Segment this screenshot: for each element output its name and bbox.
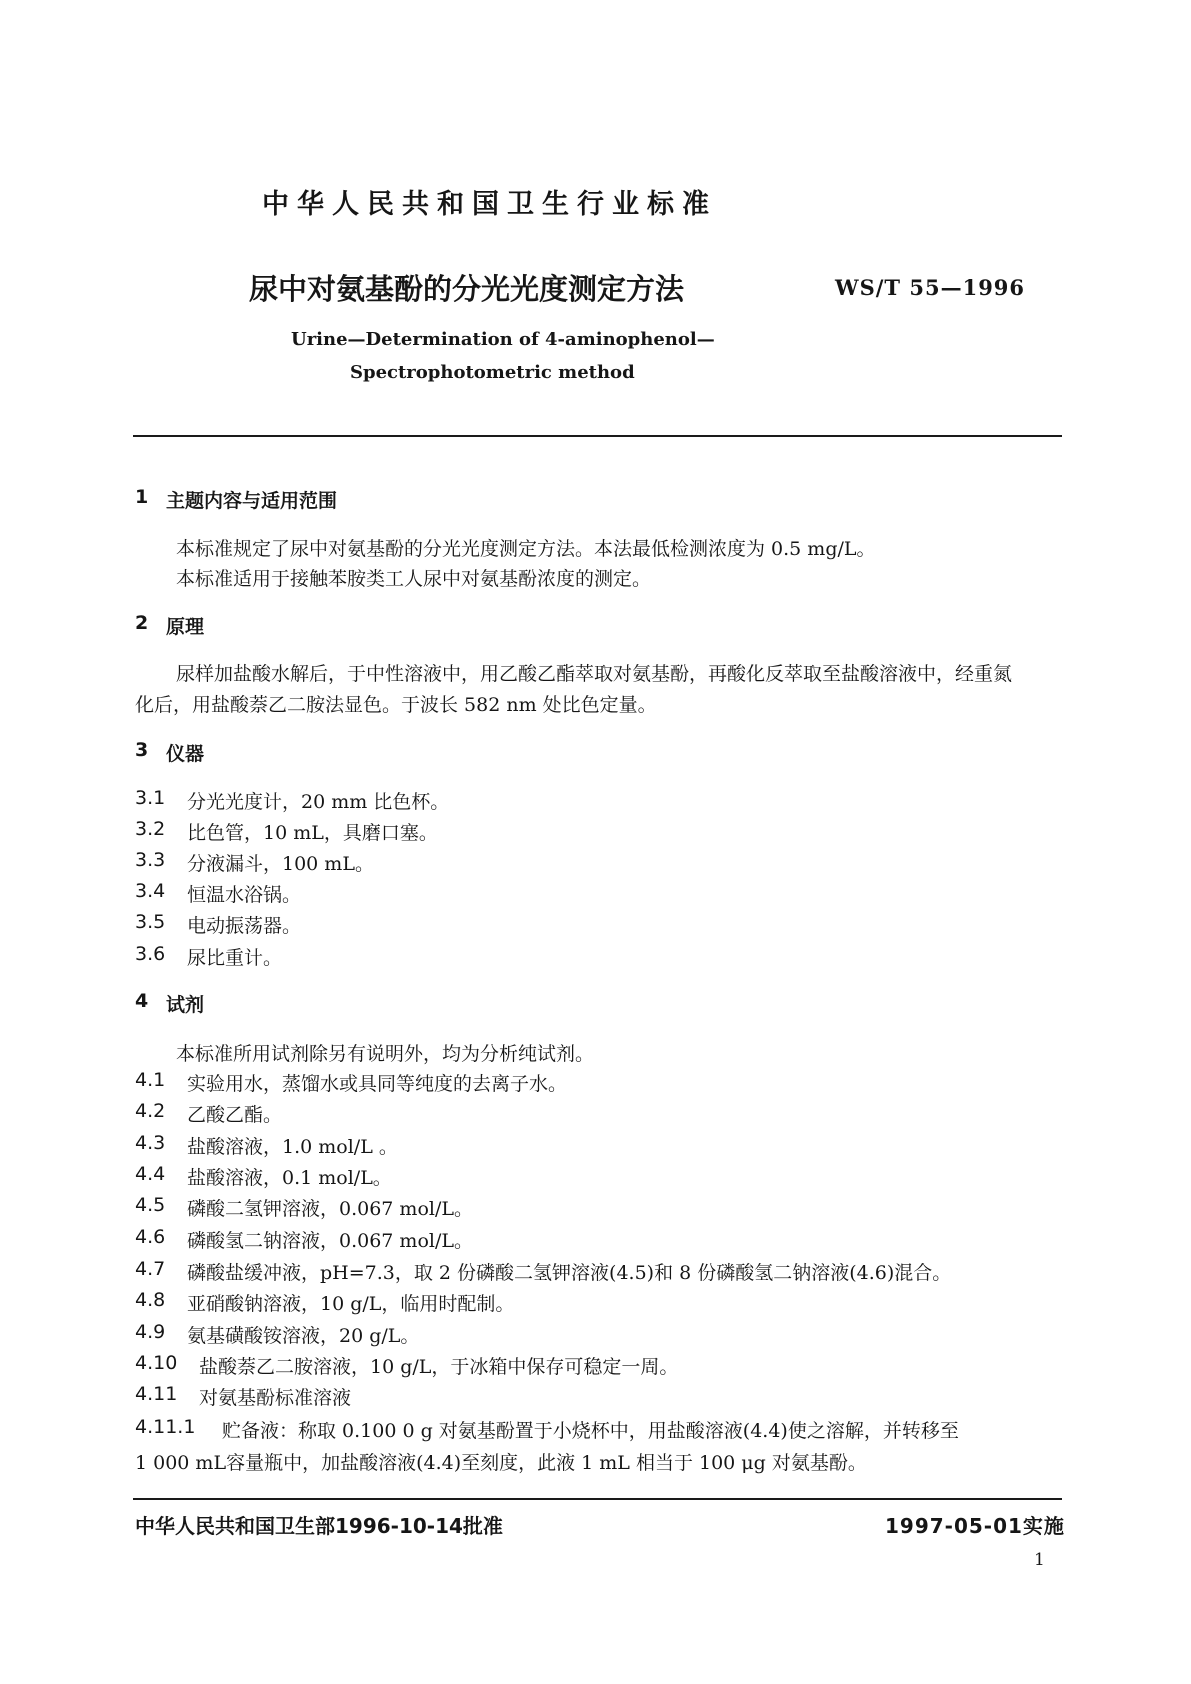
list-item: 盐酸溶液，1.0 mol/L 。 [187, 1136, 398, 1158]
section-2-number: 2 [135, 612, 149, 634]
english-title-line1: Urine—Determination of 4-aminophenol— [291, 329, 715, 350]
principle-line-2: 化后，用盐酸萘乙二胺法显色。于波长 582 nm 处比色定量。 [135, 694, 657, 716]
doc-title: 尿中对氨基酚的分光光度测定方法 [249, 272, 685, 306]
item-number: 4.9 [135, 1321, 166, 1343]
item-number: 4.7 [135, 1258, 166, 1280]
item-number: 4.10 [135, 1352, 178, 1374]
footer-rule [133, 1498, 1062, 1500]
section-4-heading: 试剂 [166, 994, 205, 1016]
section-1-heading: 主题内容与适用范围 [166, 490, 338, 512]
list-item: 氨基磺酸铵溶液，20 g/L。 [187, 1325, 420, 1347]
list-item: 对氨基酚标准溶液 [199, 1387, 352, 1409]
item-number: 4.6 [135, 1226, 166, 1248]
scope-paragraph-2: 本标准适用于接触苯胺类工人尿中对氨基酚浓度的测定。 [176, 568, 652, 590]
item-number: 3.3 [135, 849, 166, 871]
item-number: 4.11 [135, 1383, 178, 1405]
section-2-heading: 原理 [166, 616, 205, 638]
stock-solution-line-1: 贮备液：称取 0.100 0 g 对氨基酚置于小烧杯中，用盐酸溶液(4.4)使之溶解，并转移至 [222, 1420, 959, 1442]
header-rule [133, 435, 1062, 437]
list-item: 磷酸盐缓冲液，pH=7.3，取 2 份磷酸二氢钾溶液(4.5)和 8 份磷酸氢二钠溶液(4.6)混合。 [187, 1262, 952, 1284]
item-number: 4.4 [135, 1163, 166, 1185]
english-title-line2: Spectrophotometric method [350, 362, 635, 383]
list-item: 比色管，10 mL，具磨口塞。 [187, 822, 438, 844]
item-number: 4.3 [135, 1132, 166, 1154]
principle-line-1: 尿样加盐酸水解后，于中性溶液中，用乙酸乙酯萃取对氨基酚，再酸化反萃取至盐酸溶液中，经重氮 [176, 663, 1013, 685]
reagents-intro: 本标准所用试剂除另有说明外，均为分析纯试剂。 [176, 1043, 595, 1065]
scope-paragraph-1: 本标准规定了尿中对氨基酚的分光光度测定方法。本法最低检测浓度为 0.5 mg/L。 [176, 538, 876, 560]
item-number: 4.5 [135, 1194, 166, 1216]
standard-code: WS/T 55—1996 [835, 275, 1026, 300]
item-number: 4.11.1 [135, 1416, 196, 1438]
item-number: 4.1 [135, 1069, 166, 1091]
list-item: 分液漏斗，100 mL。 [187, 853, 374, 875]
approval-line: 中华人民共和国卫生部1996-10-14批准 [135, 1514, 503, 1538]
org-title: 中华人民共和国卫生行业标准 [262, 189, 717, 220]
list-item: 亚硝酸钠溶液，10 g/L，临用时配制。 [187, 1293, 515, 1315]
item-number: 3.2 [135, 818, 166, 840]
section-3-number: 3 [135, 739, 149, 761]
list-item: 磷酸氢二钠溶液，0.067 mol/L。 [187, 1230, 473, 1252]
list-item: 盐酸萘乙二胺溶液，10 g/L，于冰箱中保存可稳定一周。 [199, 1356, 679, 1378]
list-item: 乙酸乙酯。 [187, 1104, 283, 1126]
item-number: 3.6 [135, 943, 166, 965]
list-item: 电动振荡器。 [187, 915, 302, 937]
item-number: 4.2 [135, 1100, 166, 1122]
list-item: 尿比重计。 [187, 947, 283, 969]
list-item: 磷酸二氢钾溶液，0.067 mol/L。 [187, 1198, 473, 1220]
list-item: 实验用水，蒸馏水或具同等纯度的去离子水。 [187, 1073, 568, 1095]
item-number: 4.8 [135, 1289, 166, 1311]
page-number: 1 [1034, 1550, 1045, 1570]
list-item: 分光光度计，20 mm 比色杯。 [187, 791, 450, 813]
list-item: 恒温水浴锅。 [187, 884, 302, 906]
item-number: 3.4 [135, 880, 166, 902]
section-1-number: 1 [135, 486, 149, 508]
effective-date: 1997-05-01实施 [885, 1514, 1065, 1538]
list-item: 盐酸溶液，0.1 mol/L。 [187, 1167, 392, 1189]
section-3-heading: 仪器 [166, 743, 205, 765]
section-4-number: 4 [135, 990, 149, 1012]
item-number: 3.5 [135, 911, 166, 933]
item-number: 3.1 [135, 787, 166, 809]
stock-solution-line-2: 1 000 mL容量瓶中，加盐酸溶液(4.4)至刻度，此液 1 mL 相当于 100 μg 对氨基酚。 [135, 1452, 867, 1474]
